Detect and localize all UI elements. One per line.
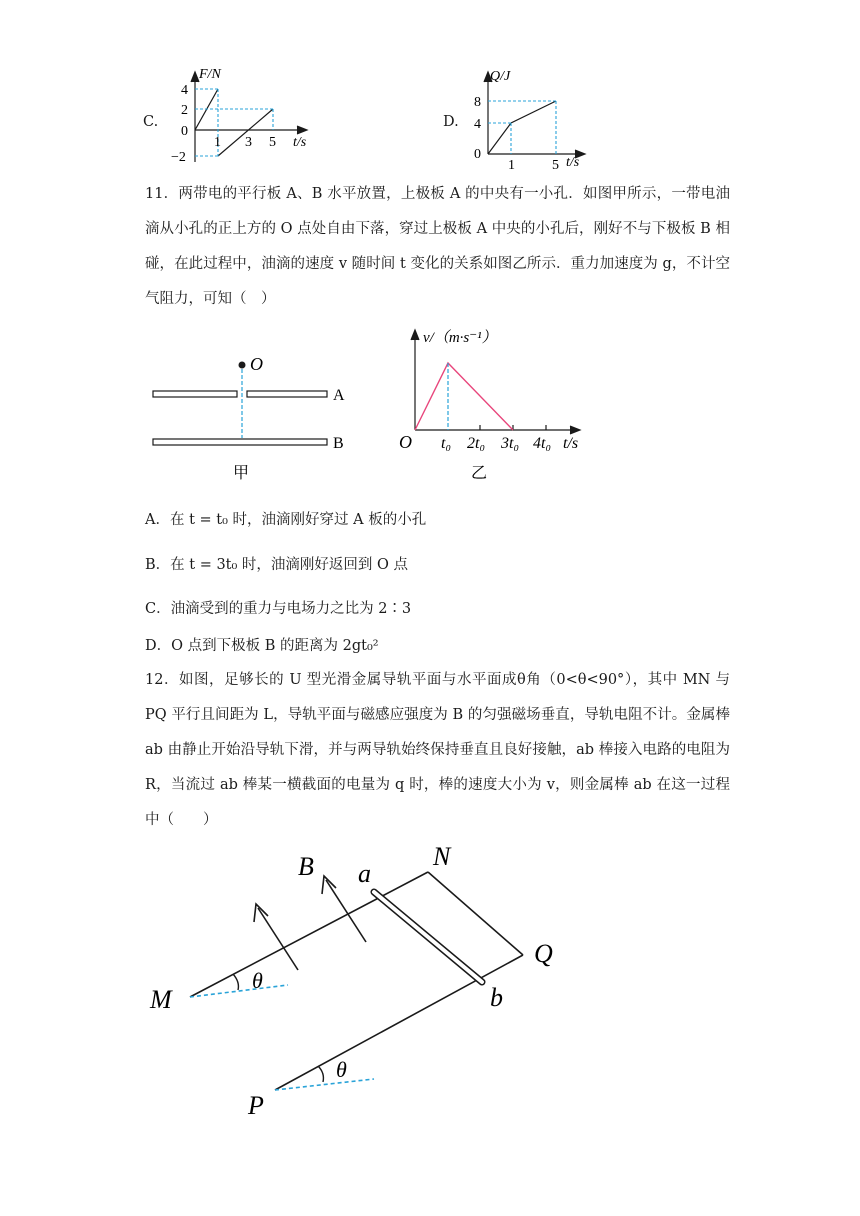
- fig-yi-xtick: 2t₀: [467, 435, 486, 452]
- label-theta-1: θ: [252, 968, 263, 993]
- q11-option-d: D．O 点到下极板 B 的距离为 2gt₀²: [145, 638, 379, 654]
- option-c-xtick: 1: [214, 135, 221, 150]
- option-d-ytick: 4: [474, 117, 481, 132]
- option-c-y-axis: F/N: [199, 67, 221, 82]
- fig-yi-xtick: t₀: [441, 435, 452, 452]
- option-c-xtick: 3: [245, 135, 252, 150]
- q12-figure: [130, 830, 600, 1130]
- option-c-x-axis: t/s: [293, 135, 307, 150]
- q11-text: 11．两带电的平行板 A、B 水平放置，上极板 A 的中央有一小孔．如图甲所示，一带电油滴从小孔的正上方的 O 点处自由下落，穿过上极板 A 中央的小孔后，刚好不与下极板 B 相碰，在此过程中，油滴的速度 v 随时间 t 变化的关系如图乙所示．重力加速度为 g，不计空气阻力，可知（ ）: [145, 186, 730, 307]
- option-d-xtick: 1: [508, 158, 515, 172]
- fig-yi-x-axis: t/s: [563, 435, 579, 452]
- label-m: M: [150, 985, 172, 1014]
- fig-yi-origin: O: [399, 432, 412, 452]
- plate-a-label: A: [333, 387, 345, 404]
- label-b-end: b: [490, 983, 503, 1012]
- q12-text: 12．如图，足够长的 U 型光滑金属导轨平面与水平面成θ角（0<θ<90°），其中 MN 与 PQ 平行且间距为 L，导轨平面与磁感应强度为 B 的匀强磁场垂直，导轨电阻不计。金属棒 ab 由静止开始沿导轨下滑，并与两导轨始终保持垂直且良好接触，ab 棒接入电路的电阻为 R，当流过 ab 棒某一横截面的电量为 q 时，棒的速度大小为 v，则金属棒 ab 在这一过程中（ ）: [145, 672, 730, 828]
- q11-option-b: B．在 t = 3t₀ 时，油滴刚好返回到 O 点: [145, 557, 409, 573]
- option-c-ytick: 0: [181, 124, 188, 139]
- option-c-ytick: 2: [181, 103, 188, 118]
- option-d-ytick: 8: [474, 95, 481, 110]
- option-d-y-axis: Q/J: [490, 69, 511, 84]
- q11-figure-yi: [395, 320, 595, 485]
- option-d-graph: [468, 62, 598, 172]
- label-n: N: [433, 842, 451, 871]
- option-c-ytick: 4: [181, 83, 188, 98]
- label-theta-2: θ: [336, 1057, 347, 1082]
- option-d-label: D.: [443, 114, 459, 130]
- point-o-label: O: [250, 354, 263, 374]
- option-c-xtick: 5: [269, 135, 276, 150]
- option-d-ytick: 0: [474, 147, 481, 162]
- fig-jia-caption: 甲: [233, 465, 250, 482]
- q11-figure-jia: [145, 340, 360, 485]
- label-a: a: [358, 859, 371, 888]
- q11-option-c: C．油滴受到的重力与电场力之比为 2∶3: [145, 601, 412, 617]
- option-c-label: C.: [143, 114, 159, 130]
- q11-option-a: A．在 t = t₀ 时，油滴刚好穿过 A 板的小孔: [145, 512, 427, 528]
- plate-b-label: B: [333, 435, 344, 452]
- label-b-field: B: [298, 852, 314, 881]
- option-c-ytick: −2: [171, 150, 186, 165]
- label-p: P: [248, 1091, 264, 1120]
- option-d-xtick: 5: [552, 158, 559, 172]
- option-c-graph: [165, 62, 315, 168]
- fig-yi-y-axis: v/（m·s⁻¹）: [423, 330, 497, 346]
- option-d-x-axis: t/s: [566, 155, 580, 170]
- fig-yi-caption: 乙: [471, 465, 488, 482]
- label-q: Q: [534, 939, 553, 968]
- fig-yi-xtick: 3t₀: [501, 435, 520, 452]
- fig-yi-xtick: 4t₀: [533, 435, 552, 452]
